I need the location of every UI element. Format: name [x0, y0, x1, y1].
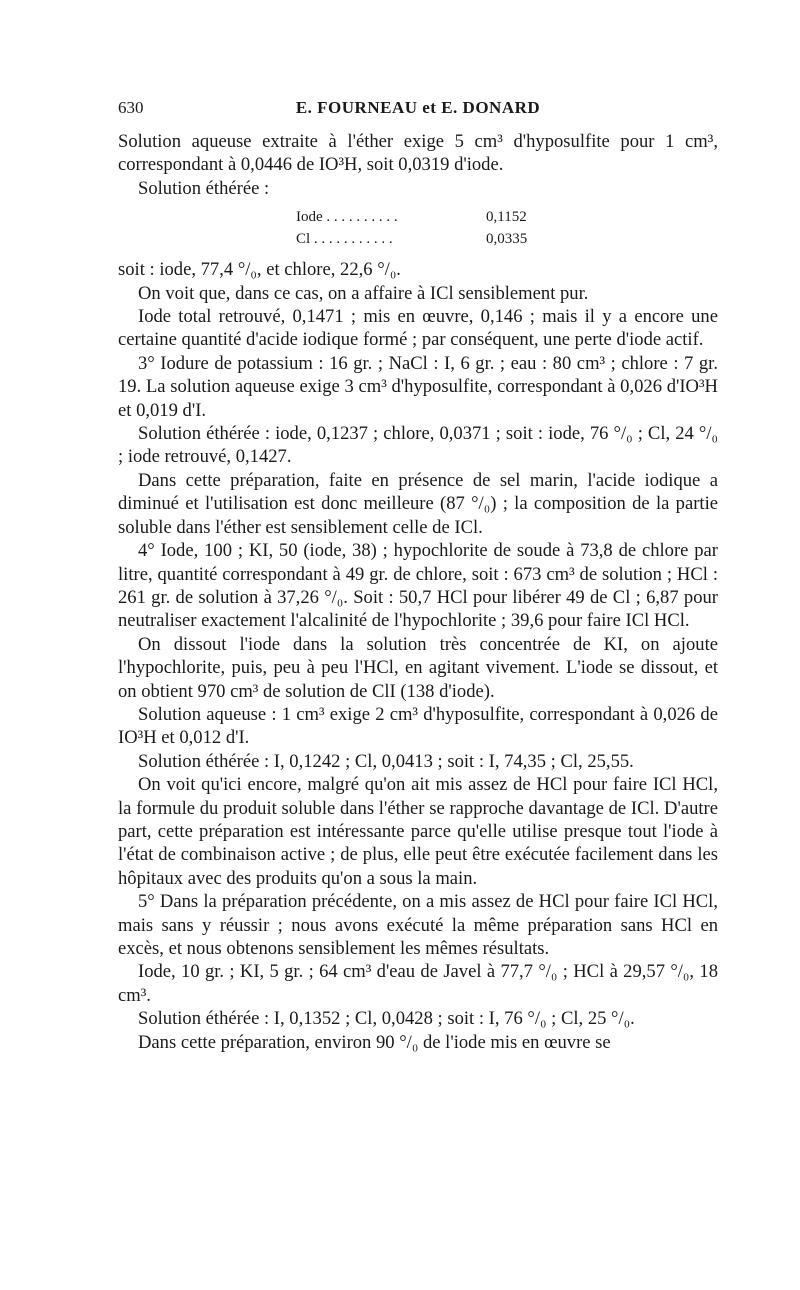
page-header [118, 98, 718, 122]
paragraph: 3° Iodure de potassium : 16 gr. ; NaCl : I, 6 gr. ; eau : 80 cm³ ; chlore : 7 gr. 19. La solution aqueuse exige 3 cm³ d'hyposulfite, correspondant à 0,026 d'IO³H et 0,019 d'I. [118, 352, 718, 421]
paragraph: Solution aqueuse : 1 cm³ exige 2 cm³ d'hyposulfite, correspondant à 0,026 de IO³H et 0,012 d'I. [118, 703, 718, 749]
paragraph: Dans cette préparation, environ 90 °/₀ de l'iode mis en œuvre se [138, 1031, 611, 1053]
body-text [118, 130, 718, 1054]
paragraph: 4° Iode, 100 ; KI, 50 (iode, 38) ; hypochlorite de soude à 73,8 de chlore par litre, quantité correspondant à 49 gr. de chlore, soit : 673 cm³ de solution ; HCl : 261 gr. de solution à 37,26 °/₀. Soit : 50,7 HCl pour libérer 49 de Cl ; 6,87 pour neutraliser exactement l'alcalinité de l'hypochlorite ; 39,6 pour faire ICl HCl. [118, 540, 718, 632]
table-cell-value: 0,1152 [486, 209, 527, 226]
paragraph: Iode, 10 gr. ; KI, 5 gr. ; 64 cm³ d'eau de Javel à 77,7 °/₀ ; HCl à 29,57 °/₀, 18 cm³. [118, 961, 718, 1006]
paragraph: soit : iode, 77,4 °/₀, et chlore, 22,6 °/₀. [118, 259, 401, 281]
table-row [296, 206, 596, 228]
table-cell-label: Cl . . . . . . . . . . . [296, 231, 393, 248]
paragraph: On voit que, dans ce cas, on a affaire à ICl sensiblement pur. [138, 282, 589, 304]
paragraph: Solution éthérée : I, 0,1242 ; Cl, 0,0413 ; soit : I, 74,35 ; Cl, 25,55. [138, 750, 634, 772]
ether-solution-table [296, 206, 596, 250]
table-cell-label: Iode . . . . . . . . . . [296, 209, 398, 226]
paragraph: Solution aqueuse extraite à l'éther exige 5 cm³ d'hyposulfite pour 1 cm³, correspondant à 0,0446 de IO³H, soit 0,0319 d'iode. [118, 131, 718, 176]
paragraph: Dans cette préparation, faite en présence de sel marin, l'acide iodique a diminué et l'utilisation est donc meilleure (87 °/₀) ; la composition de la partie soluble dans l'éther est sensiblement celle de ICl. [118, 469, 718, 538]
paragraph: Solution éthérée : iode, 0,1237 ; chlore, 0,0371 ; soit : iode, 76 °/₀ ; Cl, 24 °/₀ ; iode retrouvé, 0,1427. [118, 423, 718, 468]
table-row [296, 228, 596, 250]
paragraph: On voit qu'ici encore, malgré qu'on ait mis assez de HCl pour faire ICl HCl, la formule du produit soluble dans l'éther se rapproche davantage de ICl. D'autre part, cette préparation est intéressante parce qu'elle utilise presque tout l'iode à l'état de combinaison active ; de plus, elle peut être exécutée facilement dans les hôpitaux avec des produits qu'on a sous la main. [118, 774, 718, 889]
paragraph: On dissout l'iode dans la solution très concentrée de KI, on ajoute l'hypochlorite, puis, peu à peu l'HCl, en agitant vivement. L'iode se dissout, et on obtient 970 cm³ de solution de ClI (138 d'iode). [118, 633, 718, 702]
paragraph: Solution éthérée : I, 0,1352 ; Cl, 0,0428 ; soit : I, 76 °/₀ ; Cl, 25 °/₀. [138, 1008, 635, 1030]
page-number: 630 [118, 98, 144, 117]
table-cell-value: 0,0335 [486, 231, 528, 248]
paragraph: Solution éthérée : [138, 177, 270, 199]
running-title: E. FOURNEAU et E. DONARD [295, 98, 541, 117]
paragraph: Iode total retrouvé, 0,1471 ; mis en œuvre, 0,146 ; mais il y a encore une certaine quantité d'acide iodique formé ; par conséquent, une perte d'iode actif. [118, 306, 718, 351]
paragraph: 5° Dans la préparation précédente, on a mis assez de HCl pour faire ICl HCl, mais sans y réussir ; nous avons exécuté la même préparation sans HCl en excès, et nous obtenons sensiblement les mêmes résultats. [118, 891, 718, 959]
